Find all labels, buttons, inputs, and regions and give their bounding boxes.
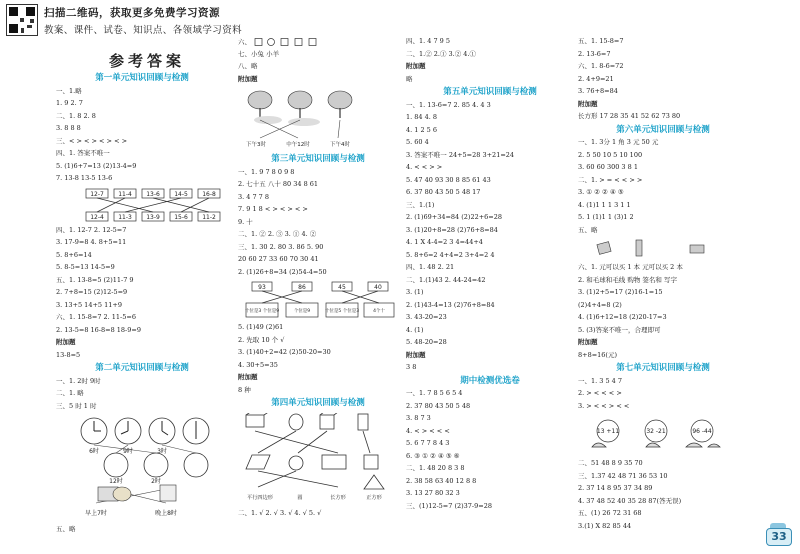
page-title: 参考答案 — [109, 52, 186, 70]
tree-label: 中午12时 — [286, 142, 310, 148]
match-top: 93 — [258, 284, 266, 291]
books-illustration — [578, 239, 748, 259]
answer-line: 4. 30+5=35 — [238, 360, 278, 369]
answer-line: 2. (1)26+8=34 (2)54-4=50 — [238, 267, 327, 276]
answer-line: 1. 84 4. 8 — [406, 113, 438, 121]
top-banner — [0, 0, 800, 40]
answer-line: 5. 6 7 7 8 4 3 — [406, 439, 450, 447]
answer-line: 5. (3)答案不唯一，合理即可 — [578, 325, 661, 334]
fruit-number: 13 +11 — [596, 428, 620, 435]
answer-line: 3. (1)20+8=28 (2)76+8=84 — [406, 225, 498, 234]
match-bottom: 十位是5 个位是3 — [324, 309, 360, 314]
answer-line: 4. 1 X 4-4=2 3 4=44+4 — [406, 238, 483, 246]
answer-line: 一、1.略 — [56, 86, 82, 95]
answer-line — [238, 38, 398, 45]
answer-line: 3. 17-9=8 4. 8+5=11 — [56, 238, 127, 246]
matching-figure — [56, 188, 228, 222]
matching-lines — [56, 188, 226, 222]
answer-line: 四、1. 4 7 9 5 — [406, 37, 451, 45]
box-top: 11-4 — [118, 190, 132, 198]
answer-line: 5. 8-5=13 14-5=9 — [56, 263, 115, 271]
column-4 — [578, 38, 748, 535]
answer-line: 2. 七十五 八十 80 34 8 61 — [238, 180, 319, 188]
answer-line: 2. (1)69+34=84 (2)22+6=28 — [406, 213, 503, 221]
answer-line: 长方形 17 28 35 41 52 62 73 80 — [578, 112, 681, 120]
answer-line: 一、1. 7 8 5 6 5 4 — [406, 389, 463, 397]
answer-line: 2. 38 58 63 40 12 8 8 — [406, 476, 477, 485]
answer-line: 2. 37 14 8 95 37 34 89 — [578, 484, 653, 492]
match-top: 45 — [338, 284, 346, 291]
answer-line: 5. (1)49 (2)61 — [238, 323, 284, 331]
shape-label: 平行四边形 — [247, 494, 273, 501]
match-bottom: 个位是9 — [293, 309, 311, 314]
answer-line: 2. 37 80 43 50 5 48 — [406, 401, 471, 410]
books-figure — [578, 239, 748, 259]
box-bottom: 11-2 — [202, 213, 216, 221]
answer-line: 五、1. 13-8=5 (2)11-7 9 — [56, 275, 134, 284]
match-bottom: 十位是3 个位是9 — [244, 309, 280, 314]
qr-code-icon[interactable] — [6, 4, 38, 36]
answer-line: 八、略 — [238, 62, 258, 70]
answer-line: 2. 13-5=8 16-8=8 18-9=9 — [56, 325, 141, 334]
clock-label: 3时 — [157, 448, 167, 455]
box-bottom: 12-4 — [90, 213, 104, 221]
answer-line: 6. 37 80 43 50 5 48 17 — [406, 188, 481, 196]
section-title: 第三单元知识回顾与检测 — [271, 154, 365, 164]
section-title: 期中检测优选卷 — [460, 375, 520, 386]
answer-line: 六、1. 15-8=7 2. 11-5=6 — [56, 313, 136, 321]
answer-line: 三、(1)12-5=7 (2)37-9=28 — [406, 501, 492, 510]
answer-line: 一、1. 9 7 8 0 9 8 — [238, 167, 295, 176]
answer-line: 4. 1 2 5 6 — [406, 125, 438, 134]
answer-line: 四、1. 答案不唯一 — [56, 149, 110, 157]
section-title: 第六单元知识回顾与检测 — [616, 124, 710, 135]
column-1 — [56, 70, 228, 539]
clock-label: 2时 — [151, 478, 161, 485]
answer-line: 二、1. √ 2. √ 3. √ 4. √ 5. √ — [238, 508, 322, 517]
section-title: 第五单元知识回顾与检测 — [443, 87, 537, 97]
box-top: 16-8 — [202, 190, 216, 198]
shape-row — [253, 38, 323, 46]
answer-line: 3. 76+8=84 — [578, 87, 618, 95]
answer-line: 1. 9 2. 7 — [56, 99, 83, 107]
extra-title: 附加题 — [56, 338, 76, 346]
answer-line: 5. 48-20=28 — [406, 338, 447, 346]
page-number: 33 — [766, 528, 792, 546]
answer-line: 5. (1)6+7=13 (2)13-4=9 — [56, 161, 137, 170]
answer-line: 5. 1 (1)1 1 (3)1 2 — [578, 213, 634, 221]
answer-line: 2. (1)43-4=13 (2)76+8=84 — [406, 300, 495, 309]
answer-line: 五、1. 15-8=7 — [578, 37, 624, 45]
shapes-illustration — [238, 413, 398, 505]
match-top: 40 — [374, 284, 382, 291]
answer-line: 六、1. 8-6=72 — [578, 62, 624, 70]
shape-label: 正方形 — [366, 494, 382, 501]
answer-line: 五、略 — [578, 225, 598, 234]
answer-line: 8 种 — [238, 385, 251, 394]
box-bottom: 15-6 — [174, 213, 188, 221]
answer-line: (2)4+4=8 (2) — [578, 300, 622, 309]
answer-line: 6. ③ ① ② ④ ⑤ ⑥ — [406, 451, 460, 460]
trees-illustration — [238, 88, 398, 150]
answer-line: 4. (1) — [406, 325, 424, 334]
answer-line: 五、略 — [56, 525, 76, 533]
answer-line: 二、1. 48 20 8 3 8 — [406, 464, 465, 472]
answer-line: 9. 十 — [238, 217, 253, 226]
answer-line: 3. > < < > < < — [578, 401, 630, 410]
shape-label: 长方形 — [330, 494, 346, 501]
answer-line: 3. (1)2+5=17 (2)16-1=15 — [578, 288, 663, 296]
trees-figure — [238, 88, 398, 150]
answer-line: 二、1.(1)43 2. 44-24=42 — [406, 275, 486, 284]
answer-line: 7. 9 1 8 < > < > < > — [238, 205, 308, 213]
extra-title: 附加题 — [406, 62, 426, 70]
shapes-figure — [238, 413, 398, 505]
answer-line: 3. 答案不唯一 24+5=28 3+21=24 — [406, 150, 515, 159]
answer-line: 略 — [406, 74, 413, 83]
answer-line: 2. 和毛球和毛线 购物 签名和 写字 — [578, 275, 677, 284]
answer-line: 4. < < > > — [406, 163, 443, 171]
section-title: 第七单元知识回顾与检测 — [616, 363, 710, 373]
answer-line: 3. 4 7 7 8 — [238, 192, 270, 201]
number-matching-figure — [238, 281, 398, 319]
extra-title: 附加题 — [238, 373, 258, 381]
answer-line: 5. 8+6=2 4+4=2 3+4=2 4 — [406, 250, 495, 259]
box-top: 12-7 — [90, 190, 104, 198]
tree-label: 下午4时 — [330, 142, 350, 148]
answer-line: 4. 37 48 52 40 35 28 87(答无误) — [578, 496, 682, 505]
answer-line: 2. 先取 10 个 √ — [238, 335, 285, 344]
answer-line: 4. (1)6+12=18 (2)20-17=3 — [578, 313, 667, 321]
answer-line: 2. 13-6=7 — [578, 49, 611, 58]
answer-line: 4. (1)1 1 1 3 1 1 — [578, 200, 631, 209]
match-top: 86 — [298, 284, 306, 291]
clocks-illustration — [56, 415, 228, 521]
number-matching — [238, 281, 398, 319]
extra-title: 附加题 — [578, 99, 598, 108]
answer-line: 六、1. 元可以买 1 本 元可以买 2 本 — [578, 263, 683, 271]
answer-line: 3. 60 60 300 3 8 1 — [578, 163, 638, 171]
answer-line: 一、1. 2时 9时 — [56, 376, 101, 385]
answer-line: 3. 13 27 80 32 3 — [406, 489, 460, 497]
section-title: 第二单元知识回顾与检测 — [95, 363, 189, 373]
answer-line: 3. (1) — [406, 288, 424, 296]
pic-label: 晚上8时 — [155, 510, 177, 517]
answer-line: 5. 47 40 93 30 8 85 61 43 — [406, 175, 491, 184]
answer-line: 3. 8 8 8 — [56, 124, 81, 132]
answer-line: 3. 13+5 14+5 11+9 — [56, 300, 122, 309]
clock-label: 9时 — [123, 448, 133, 455]
extra-title: 附加题 — [238, 74, 258, 83]
answer-line: 三、1.(1) — [406, 200, 435, 209]
answer-line: 2. 7+8=15 (2)12-5=9 — [56, 288, 128, 296]
answer-line: 3. (1)40+2=42 (2)50-20=30 — [238, 348, 331, 356]
answer-line: 3. 43-20=23 — [406, 313, 447, 321]
answer-line: 三、5 时 1 时 — [56, 401, 97, 410]
answer-line: 13-8=5 — [56, 350, 81, 359]
answer-line: 五、(1) 26 72 31 68 — [578, 509, 642, 517]
answer-line: 3. 8 7 3 — [406, 414, 431, 422]
clocks-figure — [56, 415, 228, 521]
answer-line: 2. 5 50 10 5 10 100 — [578, 150, 643, 159]
answer-line: 一、1. 13-6=7 2. 85 4. 4 3 — [406, 100, 491, 109]
line-prefix: 六、 — [238, 38, 251, 46]
answer-line: 2. > < < < > — [578, 389, 622, 397]
answer-line: 三、1. 30 2. 80 3. 86 5. 90 — [238, 242, 324, 251]
answer-line: 二、1.② 2.① 3.② 4.① — [406, 49, 477, 58]
extra-title: 附加题 — [578, 338, 598, 346]
fruit-number: 32 -21 — [646, 428, 666, 435]
answer-line: 20 60 27 33 60 70 30 41 — [238, 255, 319, 263]
answer-line: 一、1. 3分 1 角 3 元 50 元 — [578, 138, 659, 146]
answer-line: 3 8 — [406, 363, 417, 371]
fruit-illustration — [578, 415, 748, 455]
answer-line: 一、1. 3 5 4 7 — [578, 376, 623, 385]
clock-label: 12时 — [109, 478, 123, 485]
answer-line: 二、1. > = < < > > — [578, 175, 643, 184]
answer-line: 二、1. 略 — [56, 389, 84, 397]
answer-line: 5. 60 4 — [406, 138, 429, 146]
column-3 — [406, 38, 574, 515]
answer-line: 3.(1) X 82 85 44 — [578, 521, 632, 530]
answer-line: 二、1. 8 2. 8 — [56, 111, 96, 120]
answer-line: 四、1. 48 2. 21 — [406, 263, 455, 271]
pic-label: 早上7时 — [85, 510, 107, 517]
answer-line: 七、小兔 小羊 — [238, 49, 280, 58]
section-title: 第一单元知识回顾与检测 — [95, 73, 189, 83]
extra-title: 附加题 — [406, 350, 426, 359]
answer-line: 三、< > < > < > < > — [56, 136, 128, 145]
box-top: 13-6 — [146, 190, 160, 198]
tree-label: 下午3时 — [246, 142, 266, 148]
answer-line: 7. 13-8 13-5 13-6 — [56, 174, 113, 182]
answer-line: 8+8=16(元) — [578, 350, 618, 359]
banner-line-2: 教案、课件、试卷、知识点、各领域学习资料 — [44, 25, 243, 36]
banner-line-1: 扫描二维码，获取更多免费学习资源 — [44, 7, 220, 19]
fruit-number: 96 -44 — [692, 428, 712, 435]
clock-label: 6时 — [89, 448, 99, 455]
section-title: 第四单元知识回顾与检测 — [271, 398, 365, 408]
answer-line: 二、1. ② 2. ③ 3. ① 4. ② — [238, 230, 317, 238]
box-top: 14-5 — [174, 190, 188, 198]
answer-line: 2. 4+9=21 — [578, 74, 614, 83]
answer-line: 四、1. 12-7 2. 12-5=7 — [56, 225, 127, 234]
answer-line: 5. 8+6=14 — [56, 250, 92, 259]
answer-line: 二、51 48 8 9 35 70 — [578, 459, 643, 467]
box-bottom: 13-9 — [146, 213, 160, 221]
box-bottom: 11-3 — [118, 213, 132, 221]
shape-label: 圆 — [297, 494, 303, 501]
match-bottom: 4个十 — [373, 309, 385, 314]
answer-line: 三、1.37 42 48 71 36 53 10 — [578, 471, 668, 480]
fruit-figure — [578, 415, 748, 455]
column-2 — [238, 38, 398, 522]
answer-line: 4. < > < < < — [406, 426, 450, 435]
answer-line: 3. ① ② ② ④ ⑤ — [578, 188, 624, 196]
